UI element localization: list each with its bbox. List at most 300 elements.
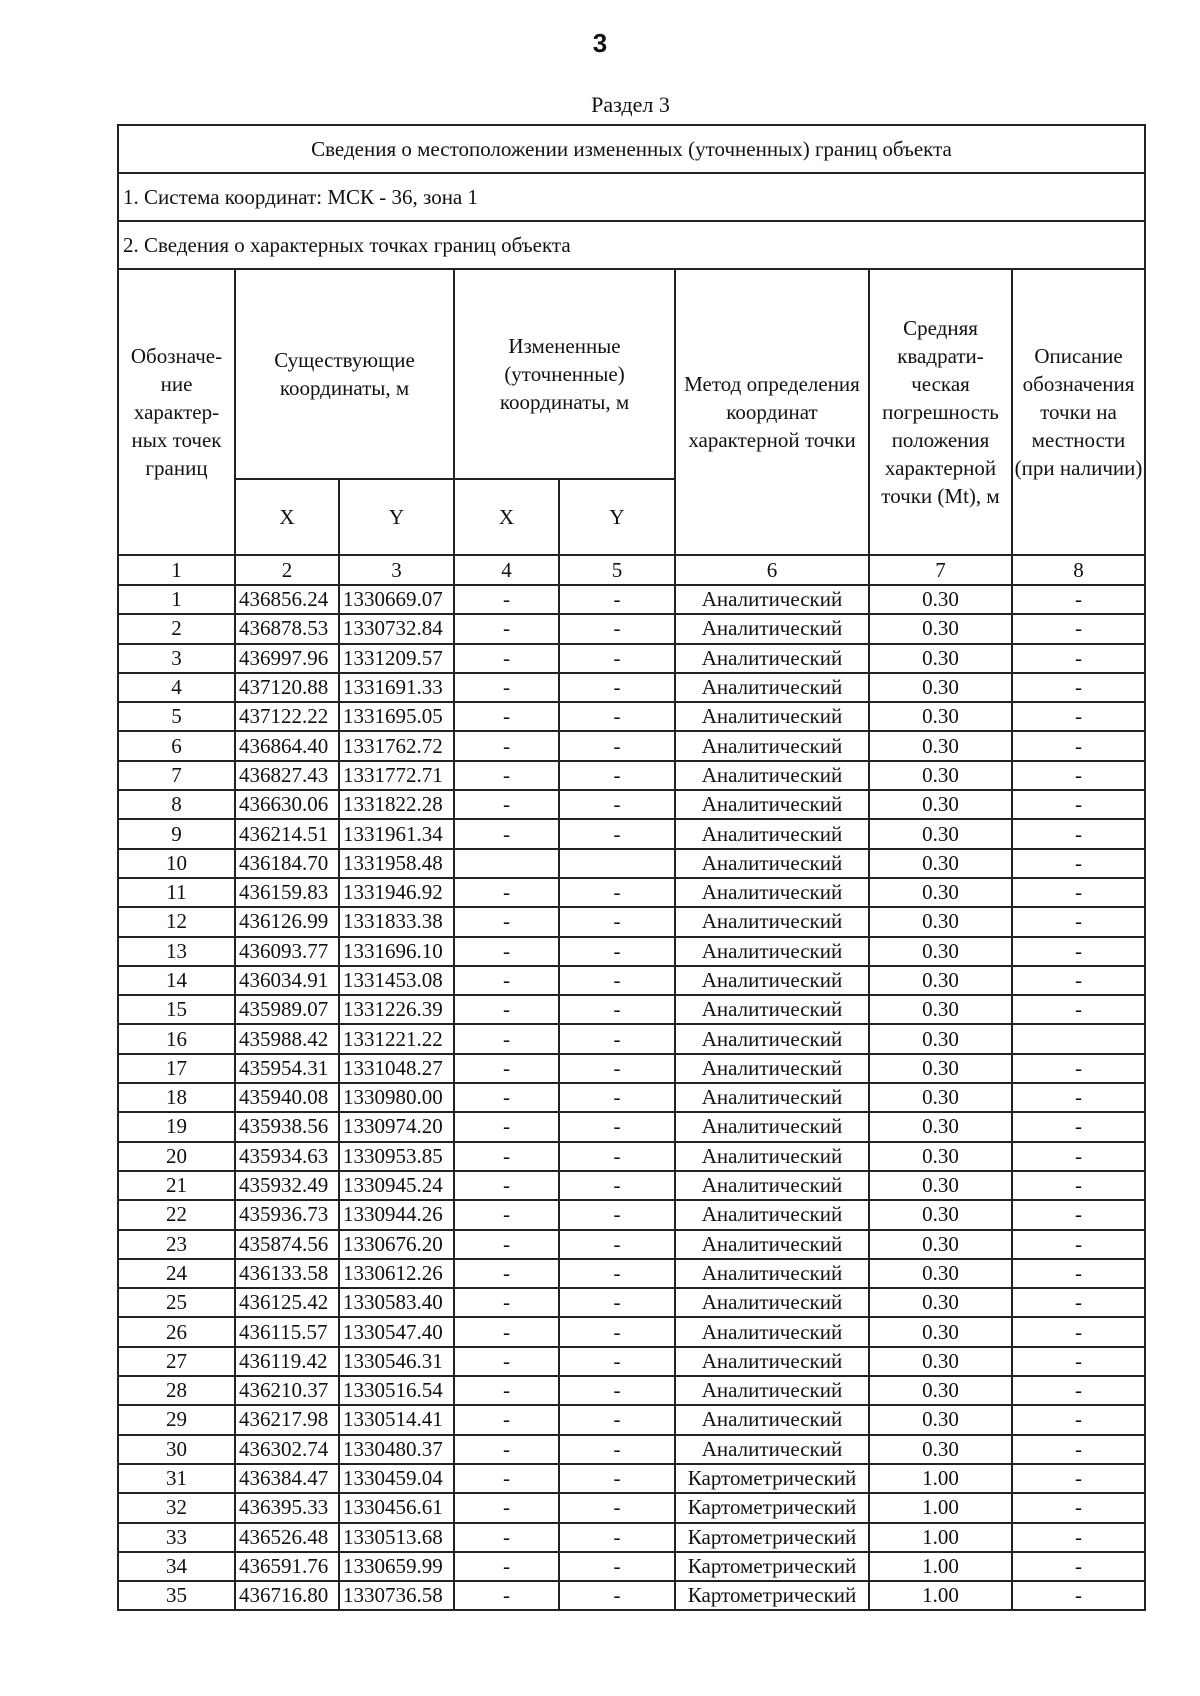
boundary-points-table — [117, 124, 1146, 1611]
cell-existing-y: 1331209.57 — [339, 644, 454, 673]
cell-changed-x: - — [454, 1200, 559, 1229]
column-number: 3 — [339, 555, 454, 585]
cell-point-number: 29 — [118, 1405, 235, 1434]
cell-description: - — [1012, 1347, 1145, 1376]
cell-error-mt: 0.30 — [869, 1054, 1012, 1083]
cell-point-number: 31 — [118, 1464, 235, 1493]
cell-changed-y: - — [559, 1493, 675, 1522]
cell-existing-x: 436184.70 — [235, 849, 339, 878]
cell-error-mt: 0.30 — [869, 819, 1012, 848]
cell-existing-x: 436115.57 — [235, 1317, 339, 1346]
cell-description: - — [1012, 1493, 1145, 1522]
cell-existing-y: 1330974.20 — [339, 1112, 454, 1141]
cell-changed-y: - — [559, 937, 675, 966]
cell-method: Аналитический — [675, 1317, 869, 1346]
cell-description: - — [1012, 585, 1145, 614]
cell-method: Аналитический — [675, 1230, 869, 1259]
cell-error-mt: 1.00 — [869, 1552, 1012, 1581]
cell-existing-x: 436864.40 — [235, 731, 339, 760]
cell-existing-y: 1331822.28 — [339, 790, 454, 819]
cell-existing-x: 435936.73 — [235, 1200, 339, 1229]
cell-changed-y: - — [559, 819, 675, 848]
cell-method: Аналитический — [675, 790, 869, 819]
cell-error-mt: 0.30 — [869, 1142, 1012, 1171]
cell-description: - — [1012, 644, 1145, 673]
cell-changed-x: - — [454, 1288, 559, 1317]
cell-error-mt: 0.30 — [869, 995, 1012, 1024]
cell-point-number: 10 — [118, 849, 235, 878]
cell-description: - — [1012, 1200, 1145, 1229]
cell-changed-x: - — [454, 1083, 559, 1112]
page-number: 3 — [592, 28, 608, 58]
cell-existing-y: 1331946.92 — [339, 878, 454, 907]
cell-error-mt: 0.30 — [869, 1376, 1012, 1405]
cell-existing-y: 1331696.10 — [339, 937, 454, 966]
cell-existing-y: 1331695.05 — [339, 702, 454, 731]
cell-description: - — [1012, 1230, 1145, 1259]
cell-point-number: 15 — [118, 995, 235, 1024]
cell-point-number: 4 — [118, 673, 235, 702]
cell-error-mt: 0.30 — [869, 1171, 1012, 1200]
cell-existing-y: 1331226.39 — [339, 995, 454, 1024]
cell-method: Аналитический — [675, 1288, 869, 1317]
cell-existing-x: 435940.08 — [235, 1083, 339, 1112]
cell-description: - — [1012, 1112, 1145, 1141]
cell-changed-x: - — [454, 907, 559, 936]
cell-point-number: 34 — [118, 1552, 235, 1581]
cell-changed-y: - — [559, 673, 675, 702]
header-description: Описание обозначения точки на местности (при наличии) — [1012, 269, 1145, 555]
cell-changed-y: - — [559, 731, 675, 760]
cell-description: - — [1012, 673, 1145, 702]
cell-existing-y: 1330547.40 — [339, 1317, 454, 1346]
table-row — [118, 937, 1145, 966]
cell-point-number: 3 — [118, 644, 235, 673]
cell-point-number: 21 — [118, 1171, 235, 1200]
cell-changed-x: - — [454, 644, 559, 673]
table-title: Сведения о местоположении измененных (уточненных) границ объекта — [118, 125, 1145, 173]
cell-changed-x: - — [454, 790, 559, 819]
cell-changed-x: - — [454, 878, 559, 907]
cell-changed-y: - — [559, 1171, 675, 1200]
cell-changed-y: - — [559, 1464, 675, 1493]
header-changed-coordinates: Измененные (уточненные) координаты, м — [454, 269, 675, 479]
cell-error-mt: 0.30 — [869, 1230, 1012, 1259]
cell-method: Аналитический — [675, 761, 869, 790]
cell-description: - — [1012, 1552, 1145, 1581]
cell-description: - — [1012, 1435, 1145, 1464]
table-row — [118, 1552, 1145, 1581]
cell-error-mt: 0.30 — [869, 702, 1012, 731]
cell-point-number: 19 — [118, 1112, 235, 1141]
cell-point-number: 7 — [118, 761, 235, 790]
cell-existing-x: 436395.33 — [235, 1493, 339, 1522]
cell-changed-y: - — [559, 1552, 675, 1581]
cell-error-mt: 0.30 — [869, 644, 1012, 673]
cell-point-number: 2 — [118, 614, 235, 643]
cell-changed-x: - — [454, 995, 559, 1024]
cell-error-mt: 0.30 — [869, 907, 1012, 936]
cell-method: Аналитический — [675, 585, 869, 614]
cell-description: - — [1012, 761, 1145, 790]
cell-existing-y: 1330953.85 — [339, 1142, 454, 1171]
cell-changed-x: - — [454, 1317, 559, 1346]
cell-method: Аналитический — [675, 907, 869, 936]
cell-method: Аналитический — [675, 878, 869, 907]
cell-method: Аналитический — [675, 819, 869, 848]
cell-point-number: 6 — [118, 731, 235, 760]
cell-point-number: 24 — [118, 1259, 235, 1288]
cell-description: - — [1012, 878, 1145, 907]
cell-method: Аналитический — [675, 1435, 869, 1464]
cell-error-mt: 0.30 — [869, 1347, 1012, 1376]
table-row — [118, 1493, 1145, 1522]
cell-error-mt: 0.30 — [869, 790, 1012, 819]
cell-changed-x: - — [454, 1581, 559, 1610]
cell-changed-y: - — [559, 1200, 675, 1229]
cell-existing-x: 436997.96 — [235, 644, 339, 673]
cell-changed-x: - — [454, 1376, 559, 1405]
cell-changed-y: - — [559, 966, 675, 995]
cell-point-number: 8 — [118, 790, 235, 819]
cell-existing-x: 436034.91 — [235, 966, 339, 995]
cell-existing-x: 437122.22 — [235, 702, 339, 731]
cell-method: Картометрический — [675, 1581, 869, 1610]
cell-method: Аналитический — [675, 1083, 869, 1112]
table-row — [118, 878, 1145, 907]
column-number: 6 — [675, 555, 869, 585]
cell-existing-x: 436526.48 — [235, 1523, 339, 1552]
cell-changed-y: - — [559, 761, 675, 790]
cell-existing-y: 1330659.99 — [339, 1552, 454, 1581]
cell-changed-y: - — [559, 1054, 675, 1083]
header-changed-x: X — [454, 479, 559, 555]
table-body — [118, 585, 1145, 1610]
cell-existing-y: 1330480.37 — [339, 1435, 454, 1464]
cell-method: Аналитический — [675, 702, 869, 731]
cell-method: Картометрический — [675, 1523, 869, 1552]
column-number-row — [118, 555, 1145, 585]
cell-description: - — [1012, 1083, 1145, 1112]
column-number: 8 — [1012, 555, 1145, 585]
cell-error-mt: 0.30 — [869, 1112, 1012, 1141]
cell-changed-x: - — [454, 761, 559, 790]
cell-method: Аналитический — [675, 673, 869, 702]
cell-description: - — [1012, 1376, 1145, 1405]
cell-existing-y: 1330669.07 — [339, 585, 454, 614]
cell-changed-x: - — [454, 702, 559, 731]
cell-error-mt: 0.30 — [869, 731, 1012, 760]
cell-method: Картометрический — [675, 1552, 869, 1581]
cell-description: - — [1012, 937, 1145, 966]
table-row — [118, 1200, 1145, 1229]
cell-error-mt: 0.30 — [869, 1435, 1012, 1464]
table-row — [118, 1347, 1145, 1376]
cell-changed-y: - — [559, 1142, 675, 1171]
cell-description: - — [1012, 1405, 1145, 1434]
cell-description: - — [1012, 1142, 1145, 1171]
cell-changed-x: - — [454, 1405, 559, 1434]
cell-changed-y: - — [559, 1230, 675, 1259]
cell-existing-x: 435934.63 — [235, 1142, 339, 1171]
header-existing-y: Y — [339, 479, 454, 555]
table-row — [118, 849, 1145, 878]
cell-changed-y: - — [559, 1376, 675, 1405]
cell-existing-x: 436159.83 — [235, 878, 339, 907]
section-label: Раздел 3 — [591, 92, 670, 117]
cell-method: Аналитический — [675, 1405, 869, 1434]
column-number: 4 — [454, 555, 559, 585]
cell-existing-y: 1330945.24 — [339, 1171, 454, 1200]
table-row — [118, 1171, 1145, 1200]
column-number: 1 — [118, 555, 235, 585]
cell-existing-y: 1330456.61 — [339, 1493, 454, 1522]
cell-point-number: 18 — [118, 1083, 235, 1112]
cell-existing-x: 436630.06 — [235, 790, 339, 819]
cell-error-mt: 0.30 — [869, 1288, 1012, 1317]
table-row — [118, 1581, 1145, 1610]
cell-existing-x: 436716.80 — [235, 1581, 339, 1610]
cell-point-number: 11 — [118, 878, 235, 907]
cell-changed-y: - — [559, 1581, 675, 1610]
cell-changed-y: - — [559, 1405, 675, 1434]
cell-changed-x: - — [454, 1493, 559, 1522]
table-row — [118, 1288, 1145, 1317]
cell-changed-x: - — [454, 1171, 559, 1200]
cell-point-number: 25 — [118, 1288, 235, 1317]
cell-existing-x: 436214.51 — [235, 819, 339, 848]
cell-changed-x — [454, 849, 559, 878]
cell-existing-y: 1330676.20 — [339, 1230, 454, 1259]
cell-changed-x: - — [454, 614, 559, 643]
cell-existing-x: 436302.74 — [235, 1435, 339, 1464]
cell-description: - — [1012, 731, 1145, 760]
cell-existing-x: 436591.76 — [235, 1552, 339, 1581]
cell-changed-y: - — [559, 1024, 675, 1053]
cell-existing-y: 1330514.41 — [339, 1405, 454, 1434]
cell-point-number: 16 — [118, 1024, 235, 1053]
cell-existing-x: 436119.42 — [235, 1347, 339, 1376]
cell-method: Аналитический — [675, 937, 869, 966]
table-row — [118, 1230, 1145, 1259]
cell-error-mt: 1.00 — [869, 1581, 1012, 1610]
cell-changed-y: - — [559, 614, 675, 643]
table-row — [118, 1376, 1145, 1405]
table-row — [118, 614, 1145, 643]
cell-method: Аналитический — [675, 1171, 869, 1200]
cell-method: Картометрический — [675, 1493, 869, 1522]
cell-changed-x: - — [454, 937, 559, 966]
cell-changed-x: - — [454, 1230, 559, 1259]
cell-existing-x: 436133.58 — [235, 1259, 339, 1288]
cell-method: Аналитический — [675, 614, 869, 643]
cell-error-mt: 0.30 — [869, 966, 1012, 995]
table-row — [118, 1054, 1145, 1083]
cell-point-number: 22 — [118, 1200, 235, 1229]
cell-existing-x: 436125.42 — [235, 1288, 339, 1317]
cell-changed-x: - — [454, 1347, 559, 1376]
cell-description: - — [1012, 819, 1145, 848]
cell-description — [1012, 1024, 1145, 1053]
cell-existing-x: 436093.77 — [235, 937, 339, 966]
cell-changed-y: - — [559, 1112, 675, 1141]
table-row — [118, 702, 1145, 731]
column-number: 7 — [869, 555, 1012, 585]
cell-point-number: 30 — [118, 1435, 235, 1464]
cell-method: Аналитический — [675, 1347, 869, 1376]
cell-existing-y: 1331221.22 — [339, 1024, 454, 1053]
cell-description: - — [1012, 849, 1145, 878]
cell-description: - — [1012, 790, 1145, 819]
cell-existing-y: 1330513.68 — [339, 1523, 454, 1552]
cell-point-number: 33 — [118, 1523, 235, 1552]
cell-existing-y: 1331772.71 — [339, 761, 454, 790]
cell-existing-y: 1330732.84 — [339, 614, 454, 643]
cell-existing-y: 1330944.26 — [339, 1200, 454, 1229]
cell-changed-x: - — [454, 1259, 559, 1288]
cell-changed-y: - — [559, 1288, 675, 1317]
cell-error-mt: 0.30 — [869, 673, 1012, 702]
cell-error-mt: 0.30 — [869, 1405, 1012, 1434]
cell-point-number: 35 — [118, 1581, 235, 1610]
cell-description: - — [1012, 1464, 1145, 1493]
cell-existing-y: 1330612.26 — [339, 1259, 454, 1288]
cell-point-number: 17 — [118, 1054, 235, 1083]
cell-method: Картометрический — [675, 1464, 869, 1493]
cell-changed-x: - — [454, 1054, 559, 1083]
table-row — [118, 1464, 1145, 1493]
cell-changed-y: - — [559, 1523, 675, 1552]
coordinate-system: 1. Система координат: МСК - 36, зона 1 — [118, 173, 1145, 221]
cell-changed-y: - — [559, 995, 675, 1024]
cell-description: - — [1012, 614, 1145, 643]
cell-changed-y: - — [559, 702, 675, 731]
cell-changed-x: - — [454, 966, 559, 995]
header-method: Метод определения координат характерной точки — [675, 269, 869, 555]
cell-changed-x: - — [454, 1435, 559, 1464]
cell-point-number: 12 — [118, 907, 235, 936]
cell-changed-y: - — [559, 790, 675, 819]
table-row — [118, 731, 1145, 760]
cell-changed-x: - — [454, 1523, 559, 1552]
cell-point-number: 23 — [118, 1230, 235, 1259]
cell-existing-y: 1331833.38 — [339, 907, 454, 936]
cell-existing-y: 1330583.40 — [339, 1288, 454, 1317]
cell-description: - — [1012, 1317, 1145, 1346]
cell-changed-y — [559, 849, 675, 878]
table-row — [118, 673, 1145, 702]
cell-existing-x: 436827.43 — [235, 761, 339, 790]
table-row — [118, 966, 1145, 995]
cell-description: - — [1012, 995, 1145, 1024]
cell-error-mt: 1.00 — [869, 1523, 1012, 1552]
cell-existing-y: 1330459.04 — [339, 1464, 454, 1493]
cell-changed-y: - — [559, 1317, 675, 1346]
table-row — [118, 1435, 1145, 1464]
cell-existing-y: 1331958.48 — [339, 849, 454, 878]
table-row — [118, 819, 1145, 848]
cell-error-mt: 0.30 — [869, 849, 1012, 878]
cell-changed-y: - — [559, 1083, 675, 1112]
cell-method: Аналитический — [675, 1376, 869, 1405]
cell-error-mt: 0.30 — [869, 614, 1012, 643]
cell-changed-x: - — [454, 1552, 559, 1581]
cell-error-mt: 1.00 — [869, 1493, 1012, 1522]
cell-changed-x: - — [454, 819, 559, 848]
cell-existing-y: 1331048.27 — [339, 1054, 454, 1083]
table-row — [118, 1083, 1145, 1112]
cell-point-number: 14 — [118, 966, 235, 995]
cell-existing-y: 1331961.34 — [339, 819, 454, 848]
cell-method: Аналитический — [675, 644, 869, 673]
cell-existing-y: 1331453.08 — [339, 966, 454, 995]
cell-existing-x: 435954.31 — [235, 1054, 339, 1083]
cell-changed-x: - — [454, 673, 559, 702]
table-row — [118, 1142, 1145, 1171]
column-number: 2 — [235, 555, 339, 585]
cell-existing-x: 436210.37 — [235, 1376, 339, 1405]
cell-changed-y: - — [559, 644, 675, 673]
cell-existing-x: 436878.53 — [235, 614, 339, 643]
cell-point-number: 26 — [118, 1317, 235, 1346]
cell-method: Аналитический — [675, 731, 869, 760]
table-row — [118, 995, 1145, 1024]
cell-method: Аналитический — [675, 1024, 869, 1053]
points-heading: 2. Сведения о характерных точках границ объекта — [118, 221, 1145, 269]
cell-method: Аналитический — [675, 1259, 869, 1288]
table-row — [118, 907, 1145, 936]
cell-method: Аналитический — [675, 1054, 869, 1083]
cell-changed-x: - — [454, 1142, 559, 1171]
table-row — [118, 644, 1145, 673]
table-row — [118, 1024, 1145, 1053]
table-row — [118, 761, 1145, 790]
cell-changed-x: - — [454, 731, 559, 760]
cell-error-mt: 0.30 — [869, 1024, 1012, 1053]
cell-error-mt: 0.30 — [869, 878, 1012, 907]
cell-method: Аналитический — [675, 995, 869, 1024]
table-row — [118, 1405, 1145, 1434]
cell-existing-x: 436856.24 — [235, 585, 339, 614]
cell-existing-y: 1331762.72 — [339, 731, 454, 760]
cell-changed-y: - — [559, 1347, 675, 1376]
header-error: Средняя квадрати-ческая погрешность положения характерной точки (Mt), м — [869, 269, 1012, 555]
cell-point-number: 13 — [118, 937, 235, 966]
cell-method: Аналитический — [675, 1112, 869, 1141]
table-row — [118, 1317, 1145, 1346]
cell-existing-x: 435932.49 — [235, 1171, 339, 1200]
cell-point-number: 1 — [118, 585, 235, 614]
cell-description: - — [1012, 1288, 1145, 1317]
cell-error-mt: 0.30 — [869, 585, 1012, 614]
cell-description: - — [1012, 1171, 1145, 1200]
cell-existing-x: 436384.47 — [235, 1464, 339, 1493]
header-existing-coordinates: Существующие координаты, м — [235, 269, 454, 479]
cell-existing-x: 437120.88 — [235, 673, 339, 702]
cell-point-number: 28 — [118, 1376, 235, 1405]
cell-existing-y: 1330736.58 — [339, 1581, 454, 1610]
cell-existing-x: 435938.56 — [235, 1112, 339, 1141]
cell-error-mt: 0.30 — [869, 1317, 1012, 1346]
cell-method: Аналитический — [675, 1142, 869, 1171]
table-row — [118, 585, 1145, 614]
table-row — [118, 1259, 1145, 1288]
header-existing-x: X — [235, 479, 339, 555]
table-row — [118, 1523, 1145, 1552]
cell-description: - — [1012, 1259, 1145, 1288]
cell-existing-y: 1330516.54 — [339, 1376, 454, 1405]
cell-method: Аналитический — [675, 966, 869, 995]
